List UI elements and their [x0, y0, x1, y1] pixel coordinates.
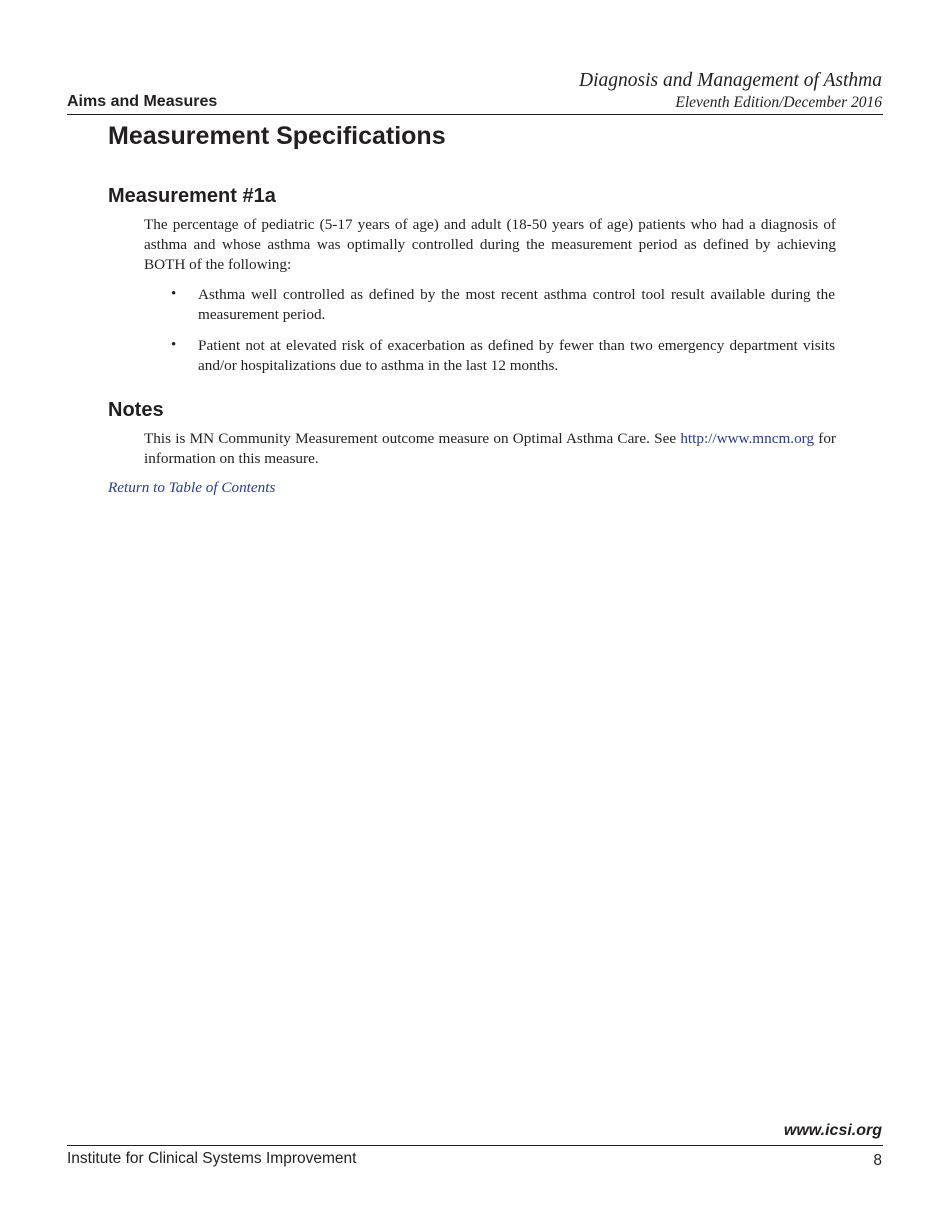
- measurement-bullet-1: Asthma well controlled as defined by the most recent asthma control tool result available during the measurement period.: [198, 286, 835, 323]
- notes-text-after: for information on this measure.: [144, 430, 836, 467]
- return-to-toc-link[interactable]: Return to Table of Contents: [108, 479, 276, 496]
- notes-text: [144, 429, 836, 469]
- running-header-section: Aims and Measures: [67, 93, 218, 110]
- footer-website: www.icsi.org: [783, 1122, 882, 1139]
- page-title: Measurement Specifications: [108, 122, 446, 150]
- measurement-heading: Measurement #1a: [108, 185, 276, 207]
- running-header-title: Diagnosis and Management of Asthma: [579, 70, 882, 91]
- header-rule: [67, 114, 883, 115]
- measurement-bullet-2: Patient not at elevated risk of exacerbation as defined by fewer than two emergency department visits and/or hospitalizations due to asthma in the last 12 months.: [198, 337, 835, 374]
- notes-heading: Notes: [108, 399, 164, 421]
- measurement-description: The percentage of pediatric (5-17 years of age) and adult (18-50 years of age) patients who had a diagnosis of asthma and whose asthma was optimally controlled during the measurement period as defined by achieving BOTH of the following:: [144, 216, 836, 273]
- footer-organization: Institute for Clinical Systems Improvement: [67, 1150, 357, 1167]
- bullet-marker: •: [171, 286, 177, 302]
- running-header-edition: Eleventh Edition/December 2016: [675, 94, 882, 111]
- mncm-link[interactable]: http://www.mncm.org: [680, 430, 815, 447]
- footer-rule: [67, 1145, 883, 1146]
- notes-text-before: This is MN Community Measurement outcome measure on Optimal Asthma Care. See: [144, 430, 681, 447]
- page-number: 8: [873, 1152, 882, 1169]
- bullet-marker: •: [171, 337, 177, 353]
